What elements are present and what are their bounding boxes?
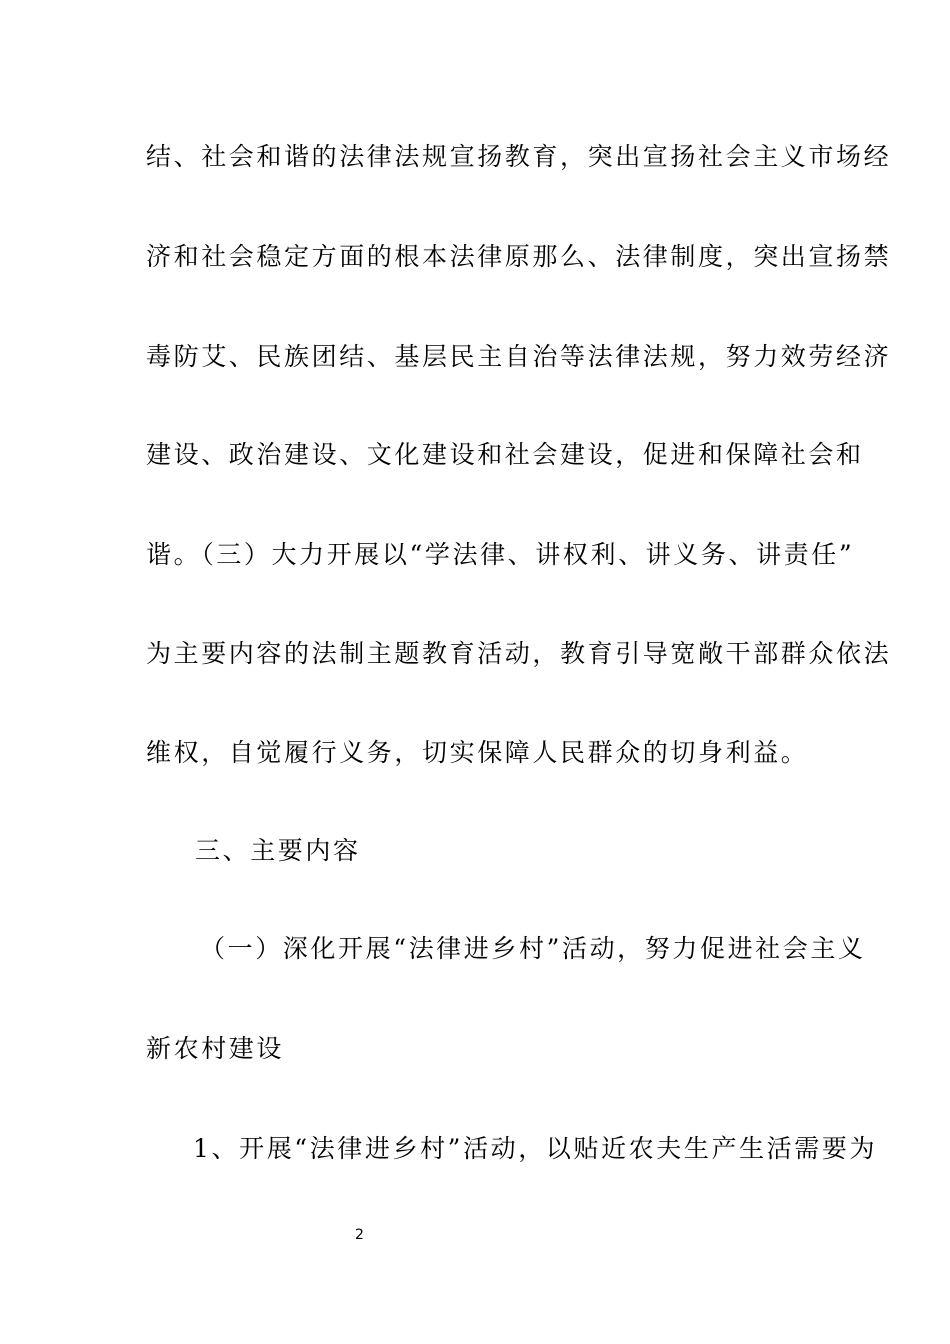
body-text-line: 维权，自觉履行义务，切实保障人民群众的切身利益。	[146, 738, 809, 767]
section-heading: 三、主要内容	[195, 836, 361, 865]
body-text-line: 建设、政治建设、文化建设和社会建设，促进和保障社会和	[146, 440, 864, 469]
subsection-heading-continued: 新农村建设	[146, 1034, 285, 1063]
body-text-line: 毒防艾、民族团结、基层民主自治等法律法规，努力效劳经济	[146, 342, 892, 371]
list-item: 1、开展“法律进乡村”活动，以贴近农夫生产生活需要为	[193, 1134, 878, 1163]
body-text-line: 结、社会和谐的法律法规宣扬教育，突出宣扬社会主义市场经	[146, 142, 892, 171]
body-text-line: 为主要内容的法制主题教育活动，教育引导宽敞干部群众依法	[146, 639, 892, 668]
page-number: 2	[355, 1227, 364, 1243]
subsection-heading: （一）深化开展“法律进乡村”活动，努力促进社会主义	[200, 934, 866, 963]
body-text-line: 谐。（三）大力开展以“学法律、讲权利、讲义务、讲责任”	[146, 540, 855, 569]
body-text-line: 济和社会稳定方面的根本法律原那么、法律制度，突出宣扬禁	[146, 242, 892, 271]
